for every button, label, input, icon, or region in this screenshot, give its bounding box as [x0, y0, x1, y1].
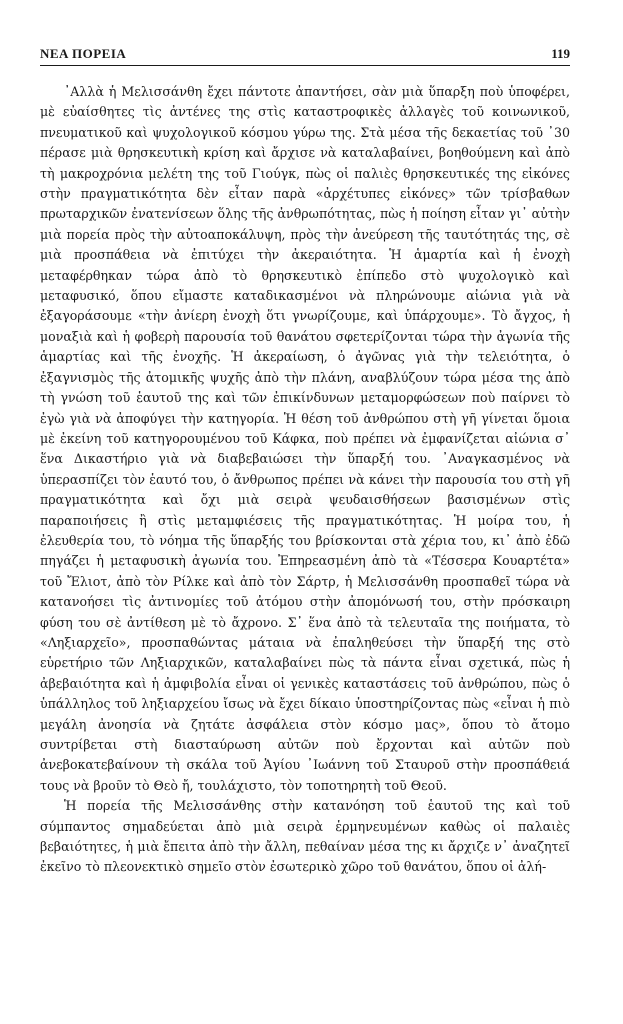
paragraph-1: ᾿Αλλὰ ἡ Μελισσάνθη ἔχει πάντοτε ἀπαντήσει, σὰν μιὰ ὕπαρξη ποὺ ὑποφέρει, μὲ εὐαίσθητες τὶς ἀντένες της στὶς καταστροφικὲς ἀλλαγὲς τοῦ κοινωνικοῦ, πνευματικοῦ καὶ ψυχολογικοῦ κόσμου γύρω της. Στὰ μέσα τῆς δεκαετίας τοῦ ᾿30 πέρασε μιὰ θρησκευτικὴ κρίση καὶ ἄρχισε νὰ καταλαβαίνει, βοηθούμενη καὶ ἀπὸ τὴ μακροχρόνια μελέτη της τοῦ Γιούγκ, πὼς οἱ παλιὲς θρησκευτικές της εἰκόνες στὴν πραγματικότητα δὲν εἶταν παρὰ «ἀρχέτυπες εἰκόνες» τῶν τρίσβαθων πρωταρχικῶν ἐνατενίσεων ὅλης τῆς ἀνθρωπότητας, πὼς ἡ ποίηση εἶταν γι᾿ αὐτὴν μιὰ πορεία πρὸς τὴν αὐτοαποκάλυψη, πρὸς τὴν ἀνεύρεση τῆς ταυτότητάς της, σὲ μιὰ προσπάθεια νὰ ἐπιτύχει τὴν ἀκεραιότητα. Ἡ ἁμαρτία καὶ ἡ ἐνοχὴ μεταφέρθηκαν τώρα ἀπὸ τὸ θρησκευτικὸ ἐπίπεδο στὸ ψυχολογικὸ καὶ μεταφυσικό, ὅπου εἴμαστε καταδικασμένοι νὰ πληρώνουμε αἰώνια γιὰ νὰ ἐξαγοράσουμε «τὴν ἀνίερη ἐνοχὴ ὅτι γνωρίζουμε, καὶ ὑπάρχουμε». Τὸ ἄγχος, ἡ μοναξιὰ καὶ ἡ φοβερὴ παρουσία τοῦ θανάτου σφετερίζονται τώρα τὴν ἀγωνία τῆς ἁμαρτίας καὶ τῆς ἐνοχῆς. Ἡ ἀκεραίωση, ὁ ἀγῶνας γιὰ τὴν τελειότητα, ὁ ἐξαγνισμὸς τῆς ἀτομικῆς ψυχῆς ἀπὸ τὴν πλάνη, αναβλύζουν τώρα μέσα της ἀπὸ τὴ γνώση τοῦ ἑαυτοῦ της καὶ τῶν ἐπικίνδυνων μεταμορφώσεων ποὺ παίρνει τὸ ἐγὼ γιὰ νὰ ἀποφύγει τὴν κατηγορία. Ἡ θέση τοῦ ἀνθρώπου στὴ γῆ γίνεται ὅμοια μὲ ἐκείνη τοῦ κατηγορουμένου τοῦ Κάφκα, ποὺ πρέπει νὰ ἐμφανίζεται αἰώνια σ᾿ ἕνα Δικαστήριο γιὰ νὰ διαβεβαιώσει τὴν ὕπαρξή του. ᾿Αναγκασμένος νὰ ὑπερασπίζει τὸν ἑαυτό του, ὁ ἄνθρωπος πρέπει νὰ κάνει τὴν παρουσία του στὴ γῆ πραγματικότητα καὶ ὄχι μιὰ σειρὰ ψευδαισθήσεων βασισμένων στὶς παραποιήσεις ἢ στὶς μεταμφιέσεις τῆς πραγματικότητας. Ἡ μοίρα του, ἡ ἐλευθερία του, τὸ νόημα τῆς ὕπαρξής του βρίσκονται στὰ χέρια του, κι᾿ ἀπὸ ἐδῶ πηγάζει ἡ μεταφυσικὴ ἀγωνία του. Ἐπηρεασμένη ἀπὸ τὰ «Τέσσερα Κουαρτέτα» τοῦ Ἔλιοτ, ἀπὸ τὸν Ρίλκε καὶ ἀπὸ τὸν Σάρτρ, ἡ Μελισσάνθη προσπαθεῖ τώρα νὰ κατανοήσει τὶς ἀντινομίες τοῦ ἀτόμου στὴν ἀπομόνωσή του, στὴν πρόσκαιρη φύση του σὲ ἀντίθεση μὲ τὸ ἄχρονο. Σ᾿ ἕνα ἀπὸ τὰ τελευταῖα της ποιήματα, τὸ «Ληξιαρχεῖο», προσπαθώντας μάταια νὰ ἐπαληθεύσει τὴν ὕπαρξή της στὸ εὑρετήριο τῶν Ληξιαρχικῶν, καταλαβαίνει πὼς τὰ πάντα εἶναι σχετικά, πὼς ἡ ἀβεβαιότητα καὶ ἡ ἀμφιβολία εἶναι οἱ γενικὲς καταστάσεις τοῦ ἀνθρώπου, πὼς ὁ ὑπάλληλος τοῦ ληξιαρχείου ἴσως νὰ ἔχει δίκαιο ὑποστηρίζοντας πὼς «εἶναι ἡ πιὸ μεγάλη ἀνοησία νὰ ζητάτε ἀσφάλεια στὸν κόσμο μας», ὅπου τὸ ἄτομο συντρίβεται στὴ διασταύρωση αὐτῶν ποὺ ἔρχονται καὶ αὐτῶν ποὺ ἀνεβοκατεβαίνουν τὴ σκάλα τοῦ Ἁγίου ᾿Ιωάννη τοῦ Σταυροῦ στὴν προσπάθειά τους νὰ βροῦν τὸ Θεὸ ἤ, τουλάχιστο, τὸν τοποτηρητὴ τοῦ Θεοῦ.	[40, 84, 570, 793]
journal-title: ΝΕΑ ΠΟΡΕΙΑ	[40, 46, 127, 61]
header-rule	[40, 65, 570, 66]
paragraph-2: Ἡ πορεία τῆς Μελισσάνθης στὴν κατανόηση τοῦ ἑαυτοῦ της καὶ τοῦ σύμπαντος σημαδεύεται ἀπὸ μιὰ σειρὰ ἑρμηνευμένων καθὼς οἱ παλαιὲς βεβαιότητες, ἡ μιὰ ἔπειτα ἀπὸ τὴν ἄλλη, πεθαίναν μέσα της κι ἄρχιζε ν᾿ ἀναζητεῖ ἐκεῖνο τὸ πλεονεκτικὸ σημεῖο στὸν ἐσωτερικὸ χῶρο τοῦ θανάτου, ὅπου οἱ ἀλή-	[40, 798, 570, 875]
page-number: 119	[551, 46, 570, 61]
article-body	[40, 82, 570, 878]
running-header	[40, 40, 570, 64]
